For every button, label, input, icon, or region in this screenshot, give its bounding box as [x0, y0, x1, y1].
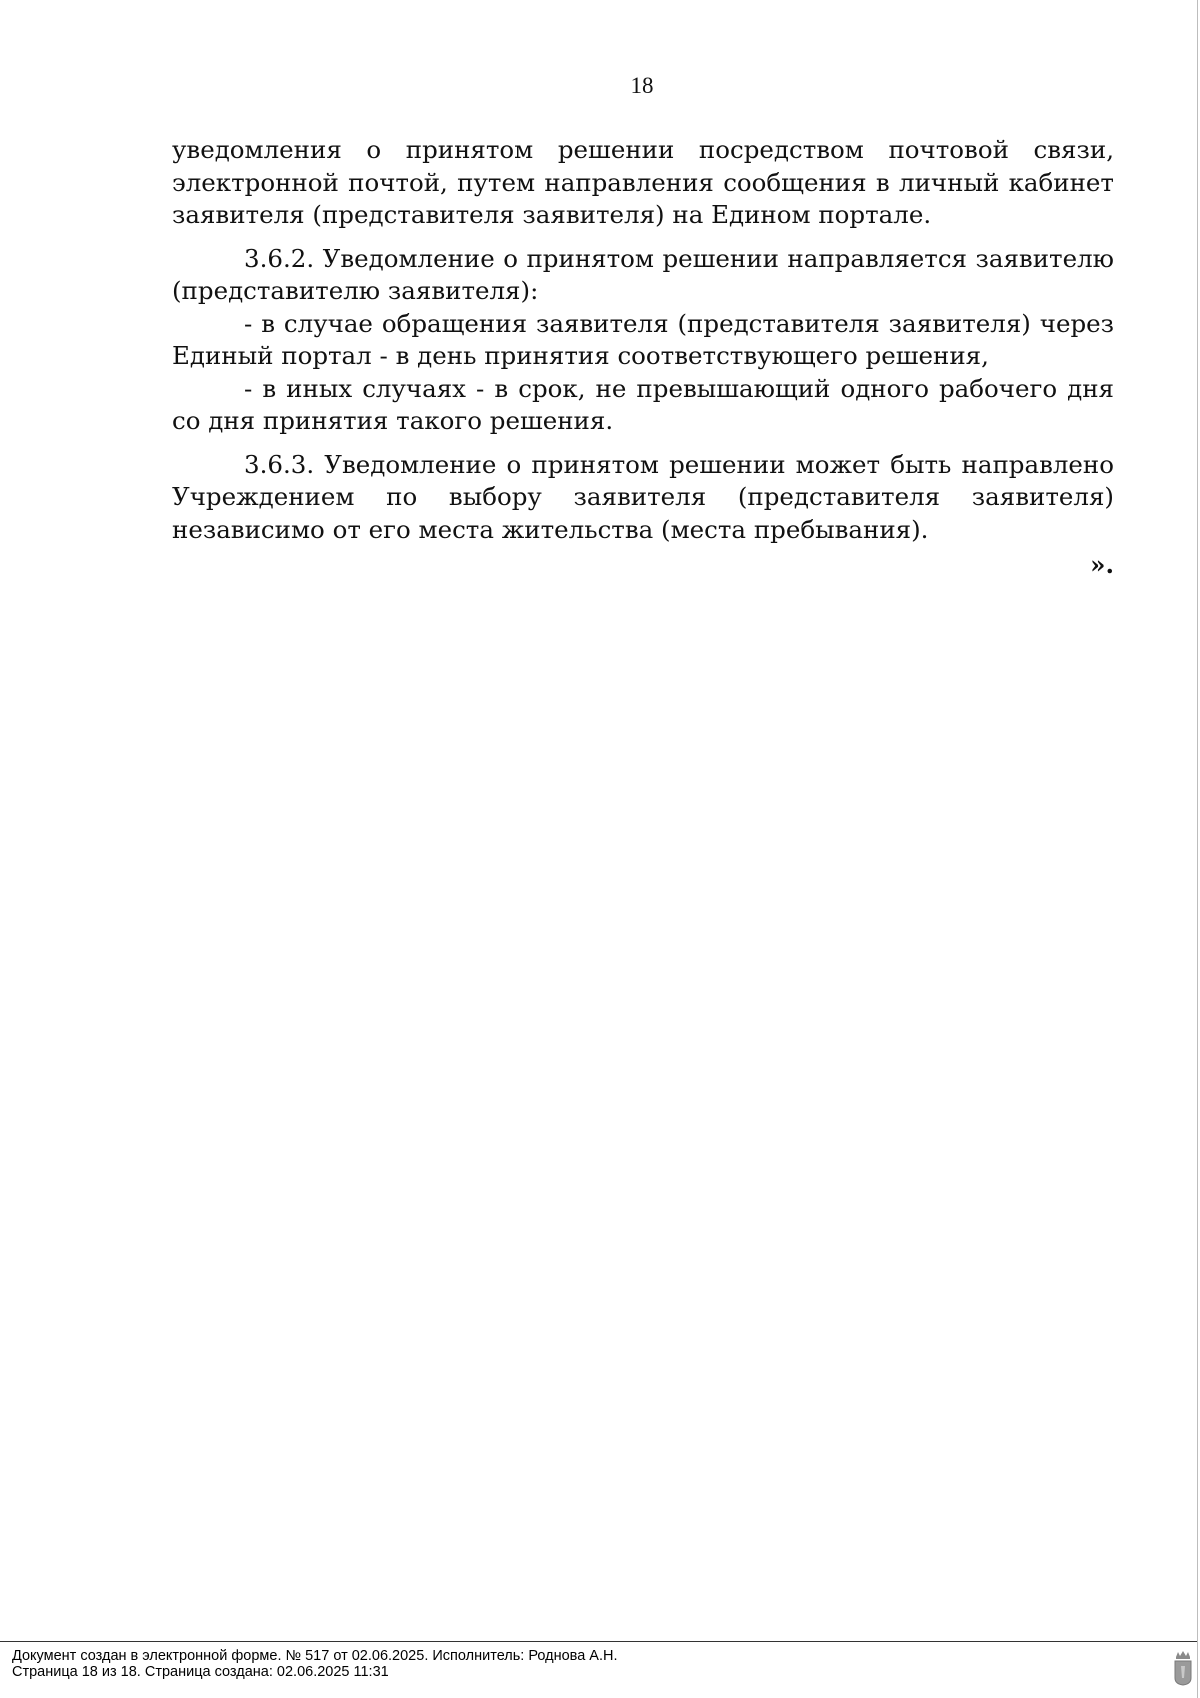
paragraph-3-6-2: 3.6.2. Уведомление о принятом решении направляется заявителю (представителю заявителя):: [172, 243, 1114, 305]
paragraph-continuation: уведомления о принятом решении посредством почтовой связи, электронной почтой, путем направления сообщения в личный кабинет заявителя (представителя заявителя) на Едином портале.: [172, 135, 1114, 229]
list-item-portal: - в случае обращения заявителя (представителя заявителя) через Единый портал - в день принятия соответствующего решения,: [172, 308, 1114, 370]
document-body: [172, 134, 1114, 582]
footer-page-info: Страница 18 из 18. Страница создана: 02.06.2025 11:31: [12, 1664, 389, 1680]
footer-divider: [0, 1641, 1197, 1642]
paragraph-3-6-3: 3.6.3. Уведомление о принятом решении может быть направлено Учреждением по выбору заявителя (представителя заявителя) независимо от его места жительства (места пребывания).: [172, 449, 1114, 544]
coat-of-arms-icon: [1172, 1650, 1194, 1686]
closing-quote: ».: [1090, 550, 1114, 579]
page-number: 18: [630, 73, 654, 98]
document-footer: [12, 1648, 618, 1680]
list-item-other-cases: - в иных случаях - в срок, не превышающий одного рабочего дня со дня принятия такого решения.: [172, 373, 1114, 435]
page-edge: [1197, 0, 1198, 1698]
footer-document-info: Документ создан в электронной форме. № 517 от 02.06.2025. Исполнитель: Роднова А.Н.: [12, 1648, 618, 1664]
